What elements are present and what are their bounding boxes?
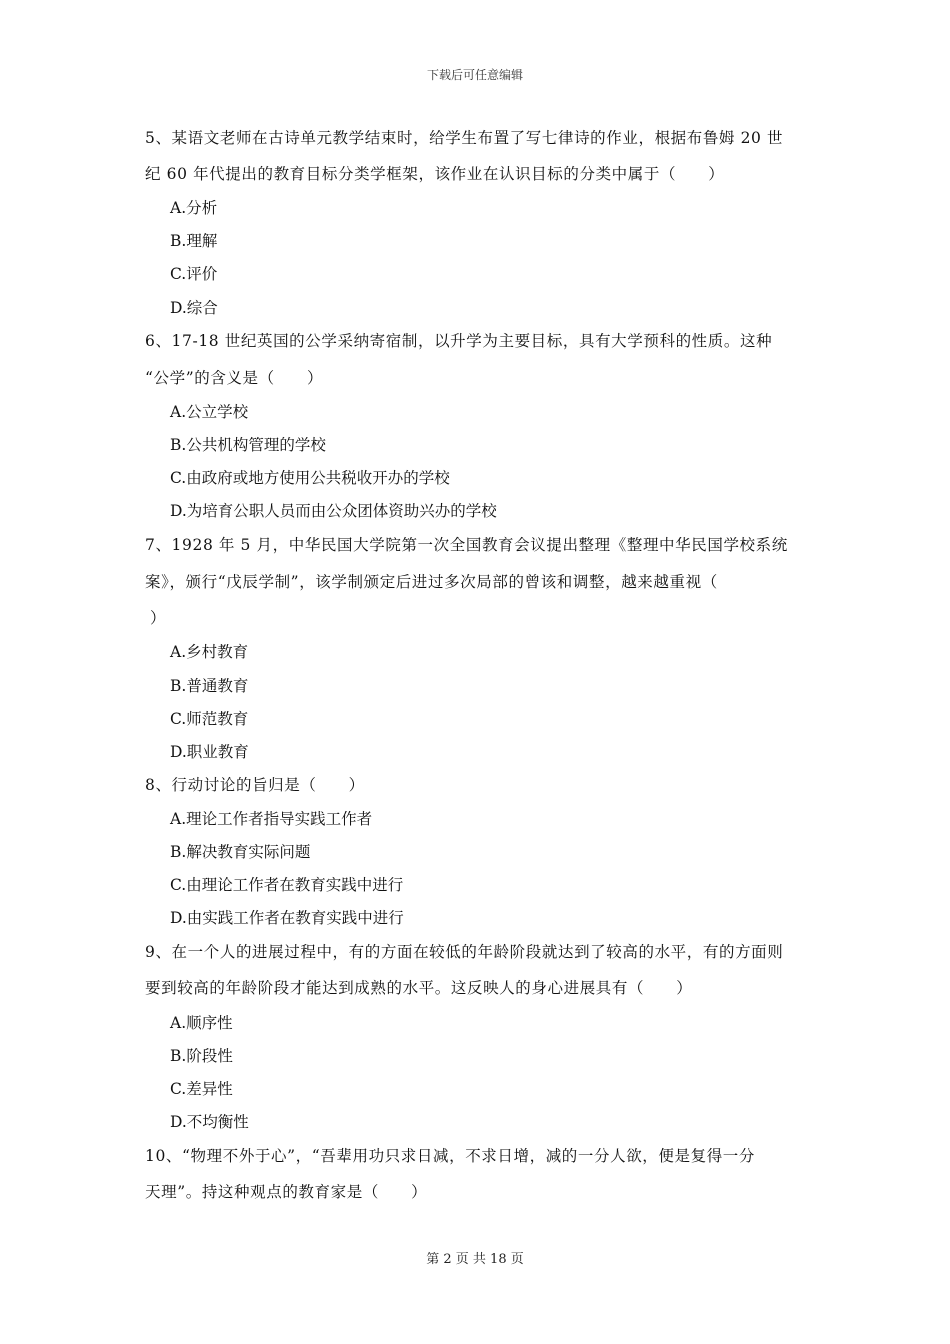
question-6-option-c: C.由政府或地方使用公共税收开办的学校: [170, 469, 450, 487]
question-9-option-b: B.阶段性: [170, 1047, 233, 1065]
question-5-option-d: D.综合: [170, 299, 218, 317]
question-6-line-1: 6、17-18 世纪英国的公学采纳寄宿制，以升学为主要目标，具有大学预科的性质。这种: [145, 332, 773, 350]
question-7-option-c: C.师范教育: [170, 710, 249, 728]
question-6-option-d: D.为培育公职人员而由公众团体资助兴办的学校: [170, 502, 497, 520]
question-10-line-1: 10、“物理不外于心”，“吾辈用功只求日减，不求日增，减的一分人欲，便是复得一分: [145, 1147, 755, 1165]
question-7-option-d: D.职业教育: [170, 743, 249, 761]
question-6-option-a: A.公立学校: [170, 403, 249, 421]
question-9-line-1: 9、在一个人的进展过程中，有的方面在较低的年龄阶段就达到了较高的水平，有的方面则: [145, 943, 784, 961]
question-7-line-3: ）: [150, 609, 167, 627]
question-9-line-2: 要到较高的年龄阶段才能达到成熟的水平。这反映人的身心进展具有（ ）: [145, 979, 693, 997]
page-footer: 第 2 页 共 18 页: [426, 1252, 524, 1267]
question-7-line-2: 案》，颁行“戊辰学制”，该学制颁定后进过多次局部的曾该和调整，越来越重视（: [145, 573, 718, 591]
question-8-option-d: D.由实践工作者在教育实践中进行: [170, 909, 404, 927]
question-9-option-d: D.不均衡性: [170, 1113, 249, 1131]
page-header: 下载后可任意编辑: [426, 68, 523, 82]
question-8-option-b: B.解决教育实际问题: [170, 843, 311, 861]
question-6-option-b: B.公共机构管理的学校: [170, 436, 326, 454]
question-5-option-c: C.评价: [170, 265, 218, 283]
question-5-line-1: 5、某语文老师在古诗单元教学结束时，给学生布置了写七律诗的作业，根据布鲁姆 20 世: [145, 129, 784, 147]
question-7-line-1: 7、1928 年 5 月，中华民国大学院第一次全国教育会议提出整理《整理中华民国学校系统: [145, 536, 788, 554]
question-5-option-a: A.分析: [170, 199, 218, 217]
question-9-option-a: A.顺序性: [170, 1014, 233, 1032]
question-5-line-2: 纪 60 年代提出的教育目标分类学框架，该作业在认识目标的分类中属于（ ）: [145, 165, 725, 183]
question-7-option-a: A.乡村教育: [170, 643, 249, 661]
question-6-line-2: “公学”的含义是（ ）: [145, 369, 324, 387]
question-8-option-c: C.由理论工作者在教育实践中进行: [170, 876, 404, 894]
question-9-option-c: C.差异性: [170, 1080, 233, 1098]
question-8-option-a: A.理论工作者指导实践工作者: [170, 810, 373, 828]
question-5-option-b: B.理解: [170, 232, 218, 250]
question-8-line-1: 8、行动讨论的旨归是（ ）: [145, 776, 365, 794]
question-10-line-2: 天理”。持这种观点的教育家是（ ）: [145, 1183, 428, 1201]
question-7-option-b: B.普通教育: [170, 677, 249, 695]
